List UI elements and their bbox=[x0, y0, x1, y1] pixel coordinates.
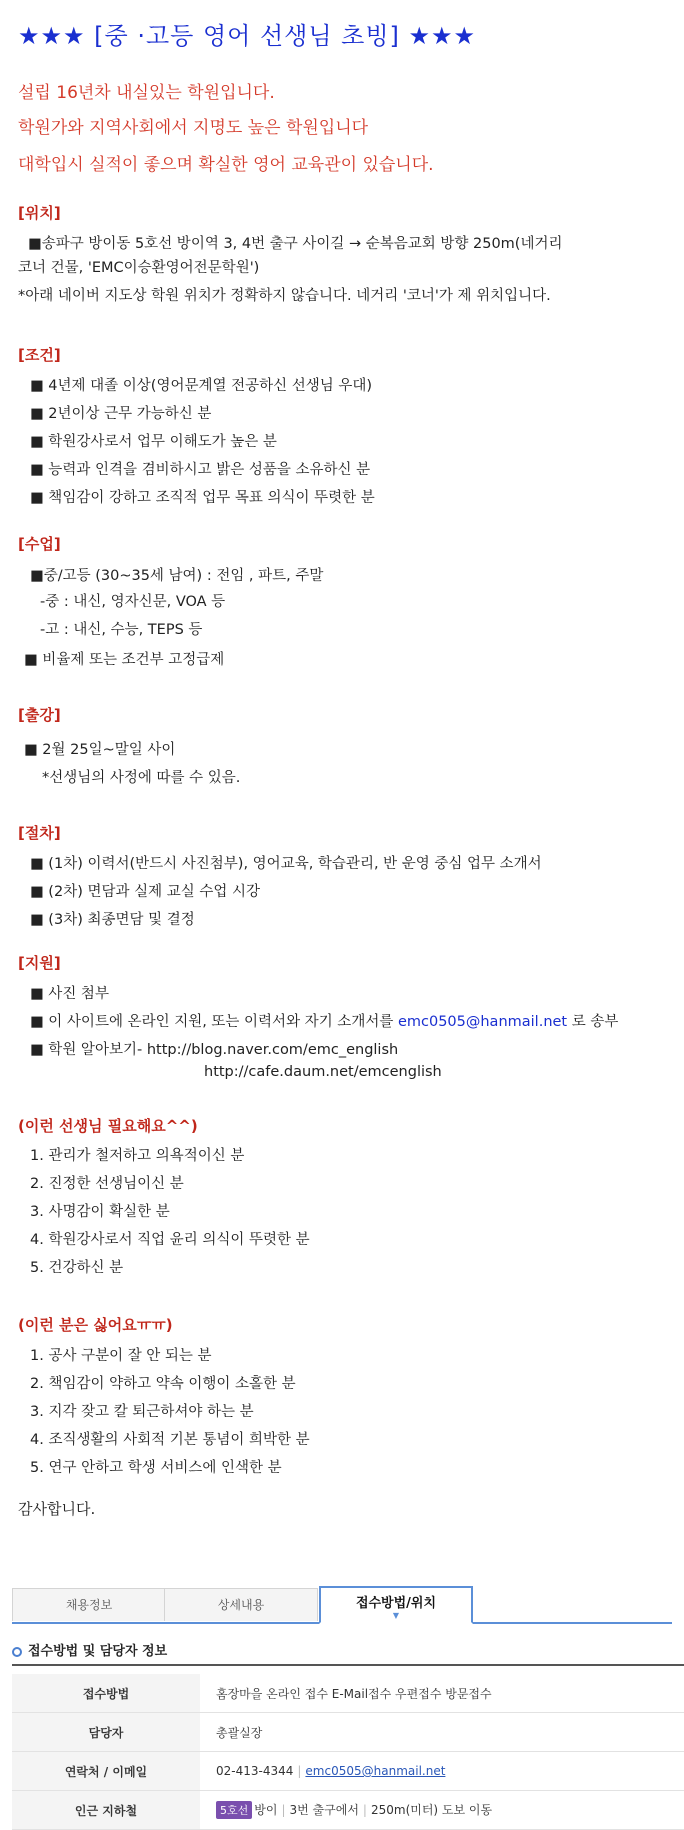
separator: | bbox=[297, 1764, 302, 1778]
procedure-item: ■ (2차) 면담과 실제 교실 수업 시강 bbox=[30, 884, 260, 900]
table-row bbox=[12, 1674, 684, 1713]
unwanted-item: 3. 지각 잦고 칼 퇴근하셔야 하는 분 bbox=[30, 1404, 254, 1420]
procedure-item: ■ (1차) 이력서(반드시 사진첨부), 영어교육, 학습관리, 반 운영 중심 업무 소개서 bbox=[30, 856, 542, 872]
station-name: 방이 bbox=[254, 1803, 278, 1817]
method-value: 홈장마을 온라인 접수 E-Mail접수 우편접수 방문접수 bbox=[200, 1674, 684, 1713]
separator: | bbox=[362, 1803, 367, 1817]
start-heading: [출강] bbox=[18, 706, 61, 724]
subway-line-badge: 5호선 bbox=[216, 1801, 252, 1819]
thanks-text: 감사합니다. bbox=[18, 1500, 96, 1518]
page-title: ★★★ [중 ·고등 영어 선생님 초빙] ★★★ bbox=[18, 22, 477, 50]
location-line: 코너 건물, 'EMC이승환영어전문학원') bbox=[18, 260, 260, 276]
apply-email-link[interactable]: emc0505@hanmail.net bbox=[397, 1014, 568, 1030]
procedure-heading: [절차] bbox=[18, 824, 61, 842]
intro-line: 설립 16년차 내실있는 학원입니다. bbox=[18, 83, 275, 103]
circle-bullet-icon bbox=[12, 1647, 22, 1657]
apply-photo: ■ 사진 첨부 bbox=[30, 986, 109, 1002]
condition-item: ■ 2년이상 근무 가능하신 분 bbox=[30, 406, 212, 422]
tab-application-label: 접수방법/위치 bbox=[355, 1596, 437, 1611]
application-info-table bbox=[12, 1674, 684, 1830]
location-line: ■송파구 방이동 5호선 방이역 3, 4번 출구 사이길 → 순복음교회 방향 250m(네거리 bbox=[28, 236, 563, 252]
location-note: *아래 네이버 지도상 학원 위치가 정확하지 않습니다. 네거리 '코너'가 제 위치입니다. bbox=[18, 288, 551, 304]
chevron-down-icon: ▼ bbox=[392, 1611, 400, 1620]
apply-learn-line bbox=[30, 1038, 398, 1059]
tab-bar bbox=[12, 1588, 672, 1624]
unwanted-item: 4. 조직생활의 사회적 기본 통념이 희박한 분 bbox=[30, 1432, 310, 1448]
unwanted-item: 5. 연구 안하고 학생 서비스에 인색한 분 bbox=[30, 1460, 282, 1476]
manager-value: 총괄실장 bbox=[200, 1713, 684, 1752]
conditions-heading: [조건] bbox=[18, 346, 61, 364]
walk-distance: 250m(미터) 도보 이동 bbox=[370, 1803, 493, 1817]
unwanted-item: 2. 책임감이 약하고 약속 이행이 소홀한 분 bbox=[30, 1376, 296, 1392]
condition-item: ■ 4년제 대졸 이상(영어문계열 전공하신 선생님 우대) bbox=[30, 378, 373, 394]
wanted-item: 4. 학원강사로서 직업 윤리 의식이 뚜렷한 분 bbox=[30, 1232, 310, 1248]
blog-link[interactable]: http://blog.naver.com/emc_english bbox=[146, 1042, 399, 1058]
classes-line: -중 : 내신, 영자신문, VOA 등 bbox=[40, 594, 226, 610]
tab-job-info[interactable]: 채용정보 bbox=[12, 1588, 166, 1621]
condition-item: ■ 책임감이 강하고 조직적 업무 목표 의식이 뚜렷한 분 bbox=[30, 490, 375, 506]
intro-line: 학원가와 지역사회에서 지명도 높은 학원입니다 bbox=[18, 118, 369, 138]
wanted-heading: (이런 선생님 필요해요^^) bbox=[18, 1117, 198, 1135]
phone-number: 02-413-4344 bbox=[216, 1764, 294, 1778]
condition-item: ■ 능력과 인격을 겸비하시고 밝은 성품을 소유하신 분 bbox=[30, 462, 371, 478]
station-exit: 3번 출구에서 bbox=[289, 1803, 359, 1817]
start-line: ■ 2월 25일~말일 사이 bbox=[24, 742, 176, 758]
method-label: 접수방법 bbox=[12, 1674, 200, 1713]
unwanted-heading: (이런 분은 싫어요ㅠㅠ) bbox=[18, 1316, 173, 1334]
wanted-item: 5. 건강하신 분 bbox=[30, 1260, 124, 1276]
wanted-item: 2. 진정한 선생님이신 분 bbox=[30, 1176, 184, 1192]
classes-line: ■ 비율제 또는 조건부 고정급제 bbox=[24, 652, 225, 668]
apply-learn-prefix: ■ 학원 알아보기- bbox=[30, 1042, 143, 1058]
apply-online-line bbox=[30, 1010, 618, 1031]
contact-email-link[interactable]: emc0505@hanmail.net bbox=[305, 1764, 446, 1778]
cafe-link[interactable]: http://cafe.daum.net/emcenglish bbox=[204, 1064, 442, 1080]
condition-item: ■ 학원강사로서 업무 이해도가 높은 분 bbox=[30, 434, 277, 450]
unwanted-item: 1. 공사 구분이 잘 안 되는 분 bbox=[30, 1348, 212, 1364]
procedure-item: ■ (3차) 최종면담 및 결정 bbox=[30, 912, 195, 928]
tab-details[interactable]: 상세내용 bbox=[164, 1588, 318, 1621]
table-row bbox=[12, 1752, 684, 1791]
classes-heading: [수업] bbox=[18, 535, 61, 553]
section-divider bbox=[12, 1664, 684, 1666]
start-note: *선생님의 사정에 따를 수 있음. bbox=[42, 770, 241, 786]
contact-value bbox=[200, 1752, 684, 1791]
subway-label: 인근 지하철 bbox=[12, 1791, 200, 1830]
contact-label: 연락처 / 이메일 bbox=[12, 1752, 200, 1791]
apply-heading: [지원] bbox=[18, 954, 61, 972]
manager-label: 담당자 bbox=[12, 1713, 200, 1752]
wanted-item: 3. 사명감이 확실한 분 bbox=[30, 1204, 170, 1220]
wanted-item: 1. 관리가 철저하고 의욕적이신 분 bbox=[30, 1148, 245, 1164]
classes-line: -고 : 내신, 수능, TEPS 등 bbox=[40, 622, 203, 638]
tab-application[interactable] bbox=[319, 1586, 473, 1624]
intro-line: 대학입시 실적이 좋으며 확실한 영어 교육관이 있습니다. bbox=[18, 155, 434, 175]
classes-line: ■중/고등 (30~35세 남여) : 전임 , 파트, 주말 bbox=[30, 568, 324, 584]
table-row bbox=[12, 1713, 684, 1752]
section-title bbox=[12, 1640, 167, 1659]
apply-online-suffix: 로 송부 bbox=[571, 1014, 619, 1030]
section-title-text: 접수방법 및 담당자 정보 bbox=[28, 1644, 168, 1659]
apply-online-prefix: ■ 이 사이트에 온라인 지원, 또는 이력서와 자기 소개서를 bbox=[30, 1014, 394, 1030]
location-heading: [위치] bbox=[18, 204, 61, 222]
separator: | bbox=[281, 1803, 286, 1817]
